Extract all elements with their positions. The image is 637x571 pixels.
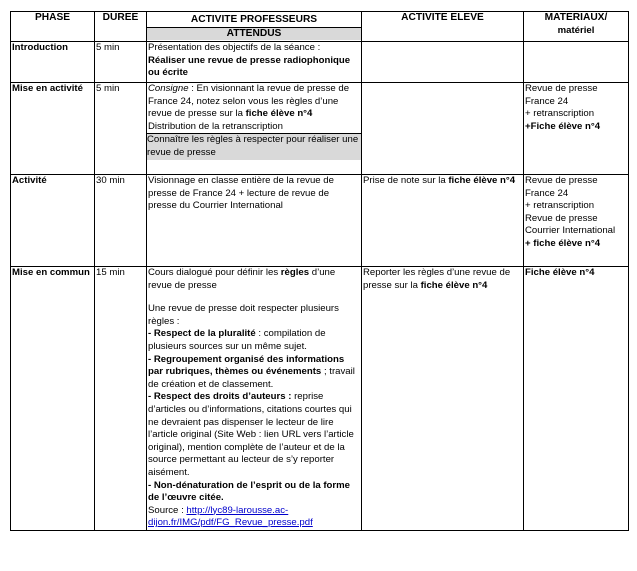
rule-title: - Respect de la pluralité bbox=[148, 328, 256, 340]
eleve-cell bbox=[362, 267, 524, 531]
consigne-text: : En visionnant la revue de presse de France 24, notez selon vous les règles d’une revue de presse sur la bbox=[148, 83, 350, 120]
phase-cell: Mise en activité bbox=[11, 83, 95, 175]
lesson-plan-table bbox=[10, 11, 629, 531]
prof-cell: Visionnage en classe entière de la revue de presse de France 24 + lecture de revue de presse du Courrier International bbox=[147, 175, 362, 267]
cours-intro-text: Cours dialogué pour définir les bbox=[148, 267, 281, 278]
row-mise-en-activite bbox=[11, 83, 629, 175]
mat-line: + retranscription bbox=[525, 200, 595, 212]
phase-cell: Activité bbox=[11, 175, 95, 267]
spacer bbox=[148, 292, 360, 303]
cours-intro-tail: d’une revue de presse bbox=[148, 267, 336, 291]
mat-line: Revue de presse France 24 bbox=[525, 83, 598, 107]
phase-cell: Mise en commun bbox=[11, 267, 95, 531]
attendu-text: Connaître les règles à respecter pour réaliser une revue de presse bbox=[146, 133, 362, 159]
duree-cell: 30 min bbox=[95, 175, 147, 267]
header-duree: DUREE bbox=[95, 12, 147, 42]
header-attendus: ATTENDUS bbox=[146, 27, 362, 40]
header-materiel-label: matériel bbox=[557, 24, 595, 36]
consigne-fiche: fiche élève n°4 bbox=[245, 108, 313, 120]
rule-pluralite bbox=[148, 328, 360, 353]
materiaux-cell bbox=[524, 175, 629, 267]
consigne-label: Consigne bbox=[148, 83, 189, 94]
consigne bbox=[147, 83, 361, 121]
prof-cell bbox=[147, 42, 362, 83]
materiaux-cell bbox=[524, 42, 629, 83]
eleve-cell bbox=[362, 175, 524, 267]
row-mise-en-commun bbox=[11, 267, 629, 531]
mat-line: +Fiche élève n°4 bbox=[525, 120, 601, 132]
cours-intro-bold: règles bbox=[280, 267, 310, 278]
prof-cell bbox=[147, 83, 362, 175]
rule-regroupement bbox=[148, 354, 360, 392]
rule-non-denaturation: - Non-dénaturation de l’esprit ou de la forme de l’œuvre citée. bbox=[148, 479, 351, 504]
rule-droits-auteurs bbox=[148, 391, 360, 479]
eleve-cell bbox=[362, 83, 524, 175]
header-activite-professeurs bbox=[147, 12, 362, 42]
eleve-fiche: fiche élève n°4 bbox=[420, 279, 488, 291]
rule-title: - Regroupement organisé des informations par rubriques, thèmes ou événements bbox=[148, 353, 345, 378]
header-prof-label: ACTIVITE PROFESSEURS bbox=[190, 14, 318, 25]
header-materiaux-label: MATERIAUX/ bbox=[544, 12, 608, 23]
eleve-text: Prise de note sur la bbox=[363, 175, 449, 186]
materiaux-cell bbox=[524, 83, 629, 175]
prof-objective: Réaliser une revue de presse radiophonique ou écrite bbox=[148, 54, 351, 79]
eleve-cell bbox=[362, 42, 524, 83]
rule-text: : compilation de plusieurs sources sur un même sujet. bbox=[148, 328, 326, 352]
header-row bbox=[11, 12, 629, 42]
prof-cell bbox=[147, 267, 362, 531]
mat-line: Revue de presse Courrier International bbox=[525, 212, 616, 237]
header-activite-eleve: ACTIVITE ELEVE bbox=[362, 12, 524, 42]
distribution-text: Distribution de la retranscription bbox=[148, 120, 283, 132]
source-link[interactable]: http://lyc89-larousse.ac-dijon.fr/IMG/pdf/FG_Revue_presse.pdf bbox=[148, 504, 313, 529]
row-activite bbox=[11, 175, 629, 267]
row-introduction bbox=[11, 42, 629, 83]
header-phase: PHASE bbox=[11, 12, 95, 42]
eleve-text: Reporter les règles d’une revue de presse sur la bbox=[363, 267, 511, 291]
rules-intro: Une revue de presse doit respecter plusieurs règles : bbox=[148, 303, 339, 327]
duree-cell: 5 min bbox=[95, 42, 147, 83]
rule-text: reprise d’articles ou d’informations, citations courtes qui ne devraient pas dispenser le lecteur de lire l’article original (Site Web : lien URL vers l’article original), mention complète de l’auteur et de la source permettant au lecteur de s’y reporter aisément. bbox=[148, 391, 354, 478]
phase-cell: Introduction bbox=[11, 42, 95, 83]
mat-line: + fiche élève n°4 bbox=[525, 237, 601, 249]
duree-cell: 5 min bbox=[95, 83, 147, 175]
rule-title: - Respect des droits d’auteurs : bbox=[148, 391, 292, 403]
prof-text: Présentation des objectifs de la séance : bbox=[148, 42, 321, 53]
rule-text: ; travail de création et de classement. bbox=[148, 366, 355, 390]
mat-line: Revue de presse France 24 bbox=[525, 175, 598, 199]
duree-cell: 15 min bbox=[95, 267, 147, 531]
eleve-fiche: fiche élève n°4 bbox=[448, 175, 516, 186]
source-label: Source : bbox=[148, 504, 187, 516]
materiaux-cell: Fiche élève n°4 bbox=[524, 267, 629, 531]
header-materiaux bbox=[524, 12, 629, 42]
source-line bbox=[148, 505, 360, 530]
mat-line: + retranscription bbox=[525, 108, 595, 120]
cours-intro bbox=[148, 267, 360, 292]
